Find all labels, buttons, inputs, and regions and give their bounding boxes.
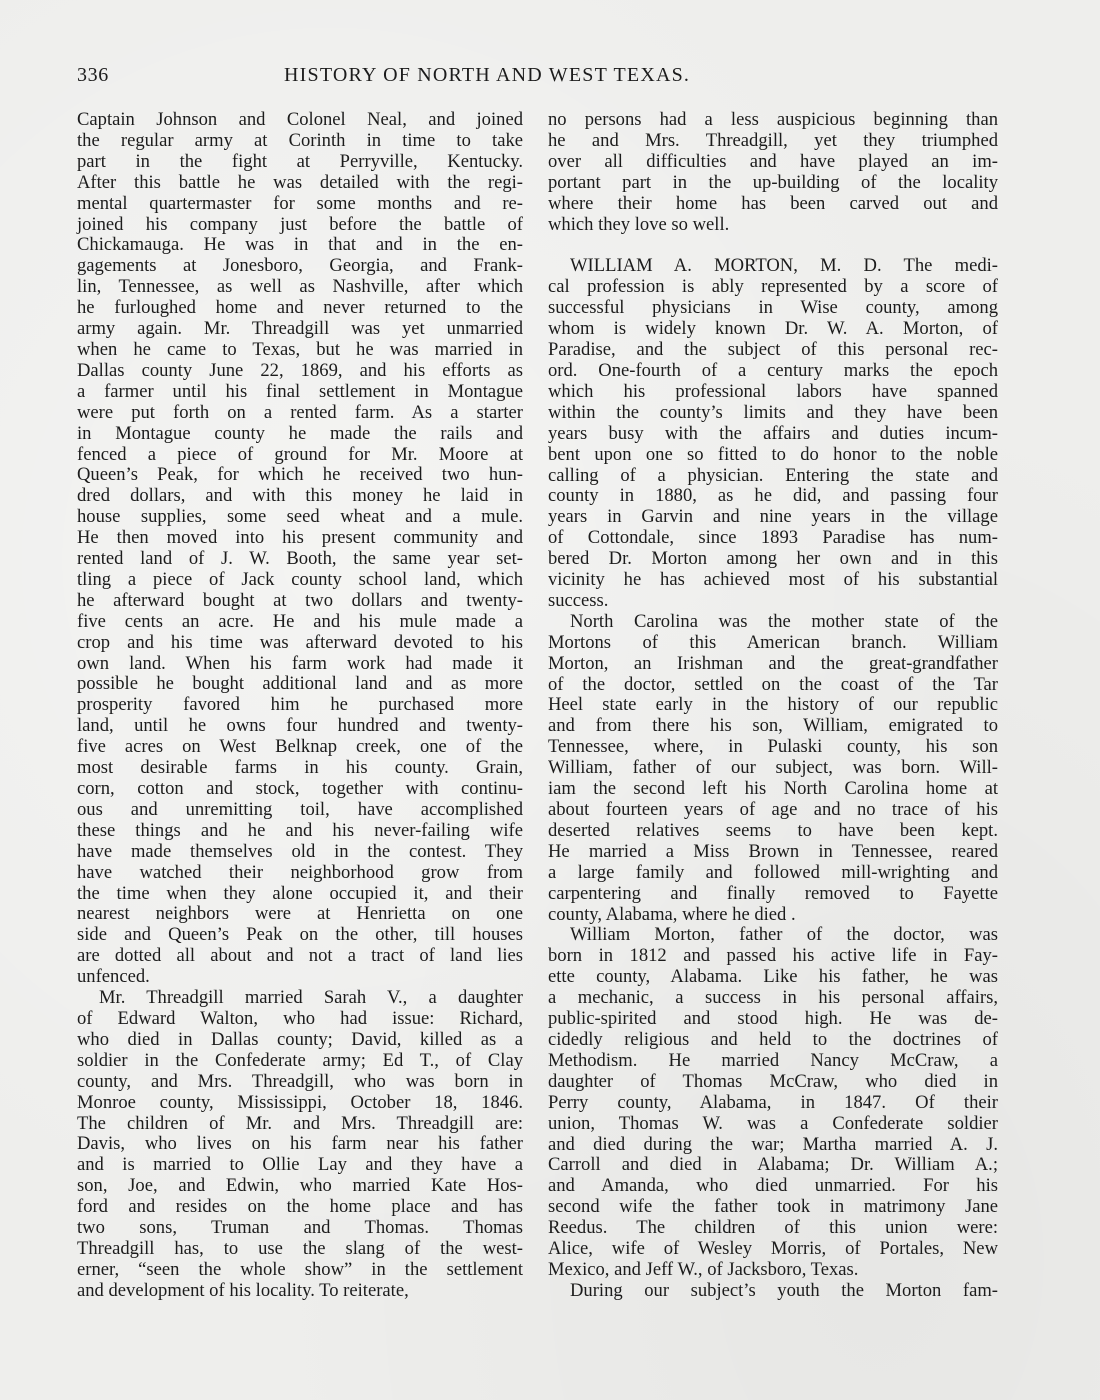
text-line: prosperity favored him he purchased more bbox=[77, 694, 523, 716]
text-line: and died during the war; Martha married A. J. bbox=[548, 1133, 998, 1155]
text-line: of the doctor, settled on the coast of the Tar bbox=[548, 673, 998, 695]
text-line: two sons, Truman and Thomas. Thomas bbox=[77, 1217, 523, 1239]
text-line: a large family and followed mill-wrighting and bbox=[548, 861, 998, 883]
paragraph bbox=[548, 256, 998, 611]
text-line: gagements at Jonesboro, Georgia, and Frank- bbox=[77, 255, 523, 277]
text-line: of Edward Walton, who had issue: Richard, bbox=[77, 1007, 523, 1029]
paragraph bbox=[77, 988, 523, 1302]
left-column bbox=[77, 110, 523, 1302]
text-line: Perry county, Alabama, in 1847. Of their bbox=[548, 1091, 998, 1113]
paragraph bbox=[548, 925, 998, 1280]
text-line: have made themselves old in the contest. They bbox=[77, 840, 523, 862]
text-line: fenced a piece of ground for Mr. Moore at bbox=[77, 443, 523, 465]
text-line: no persons had a less auspicious beginning than bbox=[548, 109, 998, 130]
text-line: side and Queen’s Peak on the other, till houses bbox=[77, 924, 523, 946]
text-line: iam the second left his North Carolina home at bbox=[548, 778, 998, 800]
text-line: WILLIAM A. MORTON, M. D. The medi- bbox=[570, 255, 998, 277]
text-line: Mr. Threadgill married Sarah V., a daughter bbox=[99, 987, 523, 1009]
text-line: whom is widely known Dr. W. A. Morton, of bbox=[548, 318, 998, 340]
text-line: bered Dr. Morton among her own and in this bbox=[548, 548, 998, 570]
text-line: five cents an acre. He and his mule made a bbox=[77, 610, 523, 632]
text-line: tling a piece of Jack county school land, which bbox=[77, 568, 523, 590]
text-line: success. bbox=[548, 589, 609, 611]
text-line: he furloughed home and never returned to the bbox=[77, 297, 523, 319]
text-line: Monroe county, Mississippi, October 18, 1846. bbox=[77, 1091, 523, 1113]
text-line: Morton, an Irishman and the great-grandfather bbox=[548, 652, 998, 674]
text-line: cidedly religious and held to the doctrines of bbox=[548, 1028, 998, 1050]
text-line: second wife the father took in matrimony Jane bbox=[548, 1196, 998, 1218]
text-line: public-spirited and stood high. He was de- bbox=[548, 1008, 998, 1030]
text-line: he and Mrs. Threadgill, yet they triumphed bbox=[548, 129, 998, 151]
text-line: Mexico, and Jeff W., of Jacksboro, Texas. bbox=[548, 1258, 859, 1280]
text-line: county, and Mrs. Threadgill, who was born in bbox=[77, 1070, 523, 1092]
text-line: He married a Miss Brown in Tennessee, reared bbox=[548, 840, 998, 862]
text-line: Davis, who lives on his farm near his father bbox=[77, 1133, 523, 1155]
text-line: carpentering and finally removed to Fayette bbox=[548, 882, 998, 904]
text-line: Alice, wife of Wesley Morris, of Portales, New bbox=[548, 1238, 998, 1260]
text-line: these things and he and his never-failing wife bbox=[77, 819, 523, 841]
text-line: Chickamauga. He was in that and in the en- bbox=[77, 234, 523, 256]
text-line: daughter of Thomas McCraw, who died in bbox=[548, 1070, 998, 1092]
text-line: county in 1880, as he did, and passing four bbox=[548, 485, 998, 507]
text-line: cal profession is ably represented by a score of bbox=[548, 276, 998, 298]
page-header bbox=[77, 64, 997, 92]
text-line: portant part in the up-building of the locality bbox=[548, 171, 998, 193]
right-column bbox=[548, 110, 998, 1302]
text-line: which his professional labors have spanned bbox=[548, 380, 998, 402]
text-line: deserted relatives seems to have been kept. bbox=[548, 819, 998, 841]
text-line: William Morton, father of the doctor, was bbox=[570, 924, 998, 946]
text-line: land, until he owns four hundred and twenty- bbox=[77, 715, 523, 737]
text-line: were put forth on a rented farm. As a starter bbox=[77, 401, 523, 423]
text-line: union, Thomas W. was a Confederate soldier bbox=[548, 1112, 998, 1134]
text-line: and Amanda, who died unmarried. For his bbox=[548, 1175, 998, 1197]
text-line: and from there his son, William, emigrated to bbox=[548, 715, 998, 737]
text-line: lin, Tennessee, as well as Nashville, after which bbox=[77, 276, 523, 298]
text-line: Carroll and died in Alabama; Dr. William A.; bbox=[548, 1154, 998, 1176]
text-line: corn, cotton and stock, together with continu- bbox=[77, 778, 523, 799]
text-line: Mortons of this American branch. William bbox=[548, 631, 998, 653]
text-line: which they love so well. bbox=[548, 213, 730, 235]
text-line: He then moved into his present community and bbox=[77, 527, 523, 549]
text-line: Tennessee, where, in Pulaski county, his son bbox=[548, 736, 998, 758]
text-line: part in the fight at Perryville, Kentucky. bbox=[77, 150, 523, 172]
paragraph bbox=[548, 110, 998, 235]
text-line: possible he bought additional land and as more bbox=[77, 673, 523, 695]
text-line: and is married to Ollie Lay and they have a bbox=[77, 1154, 523, 1176]
text-line: a farmer until his final settlement in Montague bbox=[77, 380, 523, 402]
text-line: William, father of our subject, was born. Will- bbox=[548, 757, 998, 779]
text-line: Queen’s Peak, for which he received two hun- bbox=[77, 464, 523, 486]
text-line: rented land of J. W. Booth, the same year set- bbox=[77, 548, 523, 570]
text-line: most desirable farms in his county. Grain, bbox=[77, 757, 523, 779]
text-line: Methodism. He married Nancy McCraw, a bbox=[548, 1049, 998, 1071]
text-line: erner, “seen the whole show” in the settlement bbox=[77, 1258, 523, 1280]
text-line: son, Joe, and Edwin, who married Kate Hos- bbox=[77, 1175, 523, 1197]
text-line: successful physicians in Wise county, among bbox=[548, 297, 998, 319]
text-line: vicinity he has achieved most of his substantial bbox=[548, 569, 998, 591]
text-line: years in Garvin and nine years in the village bbox=[548, 506, 998, 528]
text-line: dred dollars, and with this money he laid in bbox=[77, 485, 523, 507]
page-number: 336 bbox=[77, 64, 109, 86]
text-line: have watched their neighborhood grow from bbox=[77, 861, 523, 883]
text-line: crop and his time was afterward devoted to his bbox=[77, 631, 523, 653]
text-line: The children of Mr. and Mrs. Threadgill are: bbox=[77, 1112, 523, 1134]
text-line: the regular army at Corinth in time to take bbox=[77, 129, 523, 151]
text-line: army again. Mr. Threadgill was yet unmarried bbox=[77, 318, 523, 340]
text-line: are dotted all about and not a tract of land lies bbox=[77, 945, 523, 967]
text-line: over all difficulties and have played an im- bbox=[548, 150, 998, 172]
text-line: ord. One-fourth of a century marks the epoch bbox=[548, 359, 998, 381]
text-line: calling of a physician. Entering the state and bbox=[548, 464, 998, 486]
text-line: nearest neighbors were at Henrietta on one bbox=[77, 903, 523, 925]
text-line: Threadgill has, to use the slang of the west- bbox=[77, 1237, 523, 1259]
text-line: North Carolina was the mother state of the bbox=[570, 610, 998, 632]
text-line: Heel state early in the history of our republic bbox=[548, 694, 998, 716]
text-line: ous and unremitting toil, have accomplished bbox=[77, 798, 523, 820]
paragraph bbox=[548, 612, 998, 926]
text-line: Captain Johnson and Colonel Neal, and joined bbox=[77, 109, 523, 130]
text-line: years busy with the affairs and duties incum- bbox=[548, 422, 998, 444]
paragraph bbox=[77, 110, 523, 988]
text-line: in Montague county he made the rails and bbox=[77, 422, 523, 444]
text-line: unfenced. bbox=[77, 966, 150, 988]
text-line: During our subject’s youth the Morton fam- bbox=[570, 1279, 998, 1301]
text-line: Dallas county June 22, 1869, and his efforts as bbox=[77, 359, 523, 381]
text-line: born in 1812 and passed his active life in Fay- bbox=[548, 945, 998, 967]
text-line: After this battle he was detailed with the regi- bbox=[77, 171, 523, 193]
text-line: of Cottondale, since 1893 Paradise has num- bbox=[548, 527, 998, 549]
text-line: Paradise, and the subject of this personal rec- bbox=[548, 339, 998, 361]
text-line: within the county’s limits and they have been bbox=[548, 401, 998, 423]
text-line: soldier in the Confederate army; Ed T., of Clay bbox=[77, 1049, 523, 1071]
text-line: joined his company just before the battle of bbox=[77, 213, 523, 235]
text-line: when he came to Texas, but he was married in bbox=[77, 338, 523, 360]
text-line: own land. When his farm work had made it bbox=[77, 652, 523, 674]
text-line: mental quartermaster for some months and re- bbox=[77, 192, 523, 214]
text-line: Reedus. The children of this union were: bbox=[548, 1217, 998, 1239]
text-line: ette county, Alabama. Like his father, he was bbox=[548, 966, 998, 988]
text-line: who died in Dallas county; David, killed as a bbox=[77, 1028, 523, 1050]
text-line: a mechanic, a success in his personal affairs, bbox=[548, 987, 998, 1009]
text-line: house supplies, some seed wheat and a mule. bbox=[77, 506, 523, 528]
paragraph bbox=[548, 1281, 998, 1302]
text-line: ford and resides on the home place and has bbox=[77, 1196, 523, 1218]
text-line: where their home has been carved out and bbox=[548, 192, 998, 214]
text-line: the time when they alone occupied it, and their bbox=[77, 882, 523, 904]
running-title: HISTORY OF NORTH AND WEST TEXAS. bbox=[284, 64, 691, 86]
text-line: he afterward bought at two dollars and twenty- bbox=[77, 589, 523, 611]
text-line: five acres on West Belknap creek, one of the bbox=[77, 736, 523, 758]
text-line: about fourteen years of age and no trace of his bbox=[548, 799, 998, 820]
text-line: county, Alabama, where he died . bbox=[548, 903, 796, 925]
text-line: and development of his locality. To reiterate, bbox=[77, 1279, 409, 1301]
text-line: bent upon one so fitted to do honor to the noble bbox=[548, 443, 998, 465]
